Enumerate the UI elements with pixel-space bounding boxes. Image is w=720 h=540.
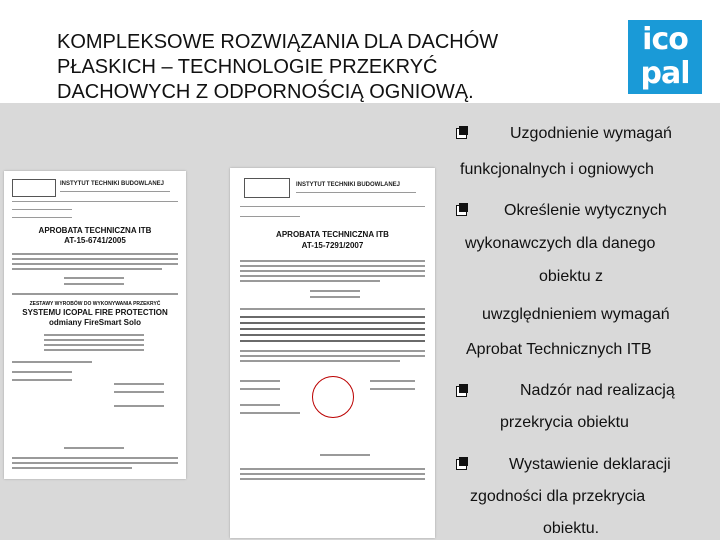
doc2-text-line [240,380,280,382]
approval-document-2 [230,168,435,538]
doc2-system-line [240,316,425,318]
requirement-2-line-2: wykonawczych dla danego [465,235,656,252]
doc2-text-line [240,478,425,480]
doc1-signature-line [114,405,164,407]
doc2-date-line [320,454,370,456]
doc2-signature-line [370,380,415,382]
slide-title [57,30,527,105]
doc2-text-line [240,216,300,217]
itb-logo [244,178,290,198]
doc1-text-line [12,258,178,260]
requirement-2-line-5: Aprobat Technicznych ITB [466,341,652,358]
requirement-3-line-2: przekrycia obiektu [500,414,629,431]
doc1-text-line [44,334,144,336]
requirement-4-line-1: Wystawienie deklaracji [509,456,671,473]
doc1-text-line [44,349,144,351]
doc2-text-line [240,260,425,262]
requirement-4-line-2: zgodności dla przekrycia [470,488,646,505]
itb-logo [12,179,56,197]
requirement-2-line-3: obiektu z [539,268,604,285]
doc1-text-line [12,462,178,464]
doc2-system-line [240,322,425,324]
logo-text-top: ico [642,22,688,57]
doc1-text-line [64,277,124,279]
doc1-signature-line [114,391,164,393]
doc1-text-line [12,371,72,373]
doc1-text-line [64,447,124,449]
requirement-2-line-4: uwzględnieniem wymagań [482,306,670,323]
doc1-institute: INSTYTUT TECHNIKI BUDOWLANEJ [60,181,164,187]
title-line-1: KOMPLEKSOWE ROZWIĄZANIA DLA DACHÓW [57,31,499,53]
doc2-text-line [240,412,300,414]
doc2-text-line [240,473,425,475]
requirement-3-line-1: Nadzór nad realizacją [520,382,675,399]
doc1-number: AT-15-6741/2005 [64,236,126,245]
doc1-text-line [12,217,72,218]
doc2-system-line [240,334,425,336]
doc1-text-line [12,467,132,469]
doc1-text-line [12,209,72,210]
doc1-text-line [12,293,178,295]
doc2-text-line [240,468,425,470]
doc1-text-line [44,344,144,346]
title-line-2: PŁASKICH – TECHNOLOGIE PRZEKRYĆ [57,56,438,78]
requirement-1-line-1: Uzgodnienie wymagań [510,125,672,142]
doc2-address-line [296,192,416,193]
doc2-text-line [240,270,425,272]
doc1-text-line [64,283,124,285]
doc2-rule [240,206,425,207]
doc2-text-line [240,360,400,362]
doc1-text-line [44,339,144,341]
doc2-text-line [240,355,425,357]
doc2-text-line [240,404,280,406]
doc1-text-line [12,253,178,255]
doc2-text-line [310,296,360,298]
doc2-text-line [240,275,425,277]
doc2-text-line [310,290,360,292]
doc1-text-line [12,263,178,265]
doc1-text-line [12,361,92,363]
eagle-seal-icon [312,376,354,418]
approval-document-1 [4,171,186,479]
doc2-system-line [240,328,425,330]
doc1-system-line-3: odmiany FireSmart Solo [48,318,142,327]
title-line-3: DACHOWYCH Z ODPORNOŚCIĄ OGNIOWĄ. [57,81,474,103]
requirement-2-line-1: Określenie wytycznych [504,202,667,219]
doc2-heading: APROBATA TECHNICZNA ITB [276,230,389,239]
doc2-text-line [240,308,425,310]
doc2-text-line [240,280,380,282]
doc2-system-line [240,340,425,342]
doc2-institute: INSTYTUT TECHNIKI BUDOWLANEJ [296,182,400,188]
doc1-heading: APROBATA TECHNICZNA ITB [38,226,152,235]
doc1-text-line [12,379,72,381]
logo-text-bottom: pal [640,56,690,91]
doc1-text-line [12,268,162,270]
doc2-signature-line [370,388,415,390]
doc1-system-line-2: SYSTEMU ICOPAL FIRE PROTECTION [22,308,168,317]
doc1-system-line-1: ZESTAWY WYROBÓW DO WYKONYWANIA PRZEKRYĆ [29,301,161,307]
doc2-number: AT-15-7291/2007 [301,241,364,250]
doc1-address-line [60,191,170,192]
requirement-4-line-3: obiektu. [543,520,600,537]
doc2-text-line [240,350,425,352]
doc1-rule [12,201,178,202]
doc1-signature-line [114,383,164,385]
doc2-text-line [240,388,280,390]
requirement-1-line-2: funkcjonalnych i ogniowych [460,161,654,178]
doc1-text-line [12,457,178,459]
icopal-logo [628,20,702,94]
doc2-text-line [240,265,425,267]
